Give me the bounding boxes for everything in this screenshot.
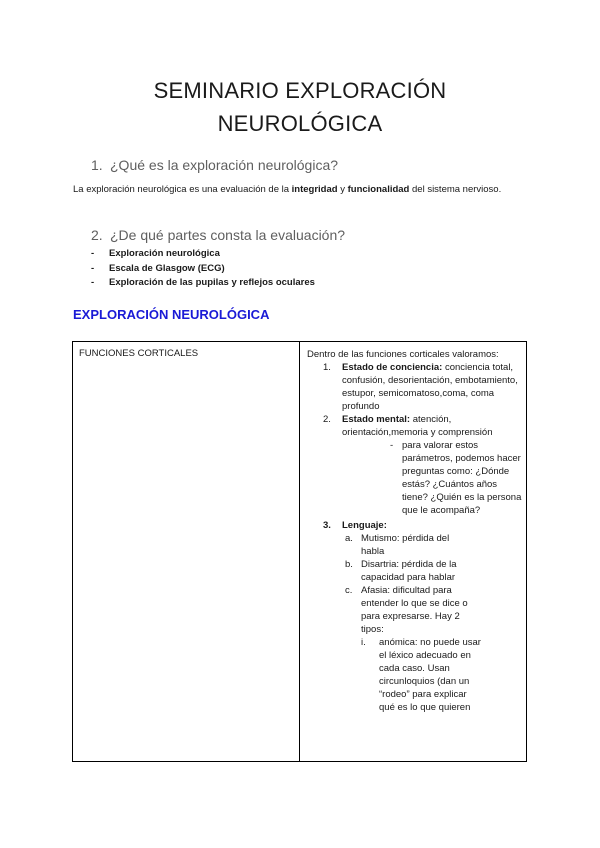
table-left-cell: FUNCIONES CORTICALES xyxy=(79,348,199,359)
page-title xyxy=(0,74,600,140)
table-right-cell xyxy=(307,348,523,714)
item-number: 2. xyxy=(323,414,331,425)
item-text: anómica: no puede usar el léxico adecuado en cada caso. Usan circunloquios (dan un “rodeo” para explicar qué es lo que quieren xyxy=(379,637,481,713)
dash-marker: - xyxy=(390,440,394,451)
intro-text-3: del sistema nervioso. xyxy=(409,184,502,195)
list-item xyxy=(307,413,523,439)
item-number: 1. xyxy=(323,362,331,373)
intro-text-2: y xyxy=(337,184,348,195)
item-text: Disartria: pérdida de la capacidad para hablar xyxy=(361,559,457,583)
item-text: Afasia: dificultad para entender lo que se dice o para expresarse. Hay 2 tipos: xyxy=(361,585,468,635)
question-1-text: ¿Qué es la exploración neurológica? xyxy=(110,157,339,173)
item-label: Estado de conciencia: xyxy=(342,362,443,373)
title-line-2: NEUROLÓGICA xyxy=(217,111,383,136)
list-item: - Exploración de las pupilas y reflejos oculares xyxy=(91,276,315,291)
functions-list xyxy=(307,361,523,439)
aphasia-types-list xyxy=(361,636,481,714)
item-text: atención, orientación,memoria y comprensión xyxy=(342,414,493,438)
list-item xyxy=(307,558,471,584)
item-letter: a. xyxy=(345,533,353,544)
question-2-text: ¿De qué partes consta la evaluación? xyxy=(110,227,346,243)
item-label: Lenguaje: xyxy=(342,520,387,531)
item-text: conciencia total, confusión, desorientación, embotamiento, estupor, semicomatoso,coma, coma profundo xyxy=(342,362,518,412)
item-number: 3. xyxy=(323,520,331,531)
intro-text-1: La exploración neurológica es una evaluación de la xyxy=(73,184,292,195)
question-2 xyxy=(91,227,345,243)
list-item: - Exploración neurológica xyxy=(91,247,315,262)
content-table xyxy=(72,341,527,762)
list-item xyxy=(307,361,523,413)
table-divider xyxy=(299,342,300,761)
section-heading: EXPLORACIÓN NEUROLÓGICA xyxy=(73,307,270,322)
intro-paragraph xyxy=(73,183,533,197)
sub-item-text: para valorar estos parámetros, podemos hacer preguntas como: ¿Dónde estás? ¿Cuántos años tiene? ¿Quién es la persona que le acompaña? xyxy=(402,440,522,516)
list-item xyxy=(307,584,481,714)
list-item: - Escala de Glasgow (ECG) xyxy=(91,262,315,277)
item-text: Mutismo: pérdida del habla xyxy=(361,533,450,557)
intro-bold-funcionalidad: funcionalidad xyxy=(347,184,410,195)
language-list xyxy=(307,519,523,532)
question-1-number: 1. xyxy=(91,157,103,173)
list-item xyxy=(307,519,523,532)
intro-bold-integridad: integridad xyxy=(291,184,338,195)
question-2-number: 2. xyxy=(91,227,103,243)
item-label: Estado mental: xyxy=(342,414,411,425)
list-item xyxy=(307,439,523,517)
question-1 xyxy=(91,157,338,173)
list-item xyxy=(307,532,471,558)
language-sublist xyxy=(307,532,523,714)
parts-list xyxy=(91,247,315,291)
item-letter: c. xyxy=(345,585,353,596)
table-intro: Dentro de las funciones corticales valoramos: xyxy=(307,349,499,360)
list-item xyxy=(361,636,483,714)
item-letter: b. xyxy=(345,559,353,570)
item-roman: i. xyxy=(361,637,366,648)
title-line-1: SEMINARIO EXPLORACIÓN xyxy=(153,78,447,103)
